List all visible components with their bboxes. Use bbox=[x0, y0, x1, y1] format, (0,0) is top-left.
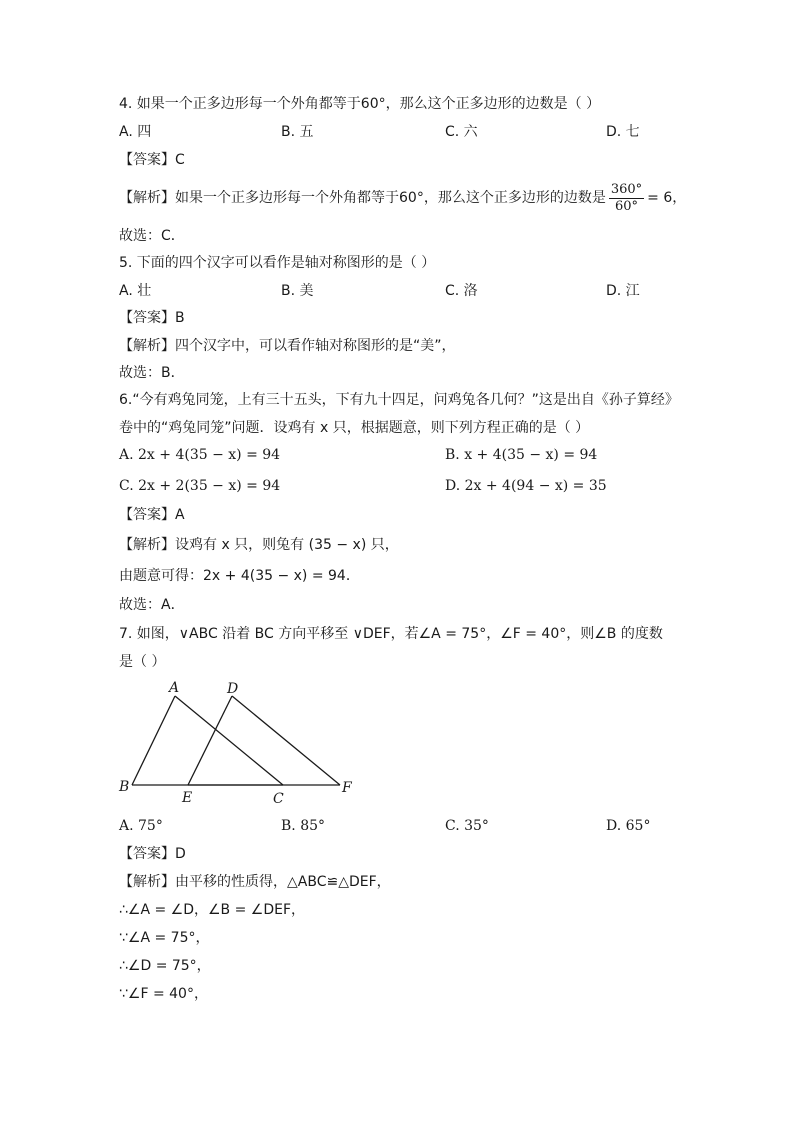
q6-analysis-line-1: 【解析】设鸡有 x 只，则兔有 (35 − x) 只， bbox=[119, 537, 399, 553]
q4-conclusion: 故选：C． bbox=[119, 228, 185, 244]
label-f: F bbox=[342, 780, 352, 796]
q4-analysis-suffix: = 6， bbox=[647, 190, 687, 206]
q7-triangle-figure bbox=[110, 676, 370, 811]
q7-answer: 【答案】D bbox=[119, 846, 186, 862]
q7-analysis-line-5: ∵∠F = 40°， bbox=[119, 986, 208, 1002]
segment-b-a bbox=[132, 696, 175, 785]
q6-option-a: A. 2x + 4(35 − x) = 94 bbox=[119, 447, 281, 463]
q7-option-b: B. 85° bbox=[281, 818, 326, 834]
q5-answer: 【答案】B bbox=[119, 310, 185, 326]
q4-option-d: D. 七 bbox=[606, 124, 640, 140]
q6-option-c: C. 2x + 2(35 − x) = 94 bbox=[119, 478, 281, 494]
q7-analysis-line-4: ∴∠D = 75°， bbox=[119, 958, 211, 974]
q4-fraction-numerator: 360° bbox=[610, 181, 643, 197]
q4-fraction-denominator: 60° bbox=[614, 198, 638, 214]
label-a: A bbox=[169, 680, 180, 696]
q6-question-line-2: 卷中的“鸡兔同笼”问题．设鸡有 x 只，根据题意，则下列方程正确的是（ ） bbox=[119, 420, 590, 436]
segment-e-d bbox=[188, 696, 232, 785]
q7-analysis-line-2: ∴∠A = ∠D，∠B = ∠DEF， bbox=[119, 902, 306, 918]
q5-conclusion: 故选：B． bbox=[119, 365, 185, 381]
q7-option-d: D. 65° bbox=[606, 818, 651, 834]
q6-analysis-line-2: 由题意可得：2x + 4(35 − x) = 94． bbox=[119, 568, 360, 584]
q7-option-c: C. 35° bbox=[445, 818, 489, 834]
q6-question-line-1: 6.“今有鸡兔同笼，上有三十五头，下有九十四足，问鸡兔各几何？”这是出自《孙子算经》 bbox=[119, 392, 679, 408]
q4-question: 4. 如果一个正多边形每一个外角都等于60°，那么这个正多边形的边数是（ ） bbox=[119, 96, 601, 112]
q4-option-b: B. 五 bbox=[281, 124, 314, 140]
segment-d-f bbox=[232, 696, 340, 785]
q6-option-d: D. 2x + 4(94 − x) = 35 bbox=[445, 478, 607, 494]
label-b: B bbox=[119, 779, 130, 795]
q7-question-line-2: 是（ ） bbox=[119, 654, 166, 670]
label-e: E bbox=[182, 790, 193, 806]
q5-question: 5. 下面的四个汉字可以看作是轴对称图形的是（ ） bbox=[119, 255, 436, 271]
q5-option-d: D. 江 bbox=[606, 283, 640, 299]
q5-analysis: 【解析】四个汉字中，可以看作轴对称图形的是“美”， bbox=[119, 338, 456, 354]
label-d: D bbox=[227, 681, 239, 697]
q4-analysis bbox=[119, 180, 686, 216]
q4-option-c: C. 六 bbox=[445, 124, 478, 140]
q5-option-c: C. 洛 bbox=[445, 283, 478, 299]
q4-analysis-prefix: 【解析】如果一个正多边形每一个外角都等于60°，那么这个正多边形的边数是 bbox=[119, 190, 606, 206]
q7-analysis-line-3: ∵∠A = 75°， bbox=[119, 930, 210, 946]
q6-answer: 【答案】A bbox=[119, 507, 185, 523]
q7-option-a: A. 75° bbox=[119, 818, 163, 834]
q4-fraction bbox=[609, 182, 644, 215]
q7-analysis-line-1: 【解析】由平移的性质得，△ABC≌△DEF， bbox=[119, 874, 391, 890]
q7-question-line-1: 7. 如图，∨ABC 沿着 BC 方向平移至 ∨DEF，若∠A = 75°，∠F = 40°，则∠B 的度数 bbox=[119, 626, 663, 642]
q6-conclusion: 故选：A． bbox=[119, 597, 185, 613]
label-c: C bbox=[273, 791, 284, 807]
q5-option-b: B. 美 bbox=[281, 283, 314, 299]
q4-option-a: A. 四 bbox=[119, 124, 152, 140]
q6-option-b: B. x + 4(35 − x) = 94 bbox=[445, 447, 598, 463]
q5-option-a: A. 壮 bbox=[119, 283, 152, 299]
segment-a-c bbox=[175, 696, 283, 785]
q4-answer: 【答案】C bbox=[119, 152, 185, 168]
